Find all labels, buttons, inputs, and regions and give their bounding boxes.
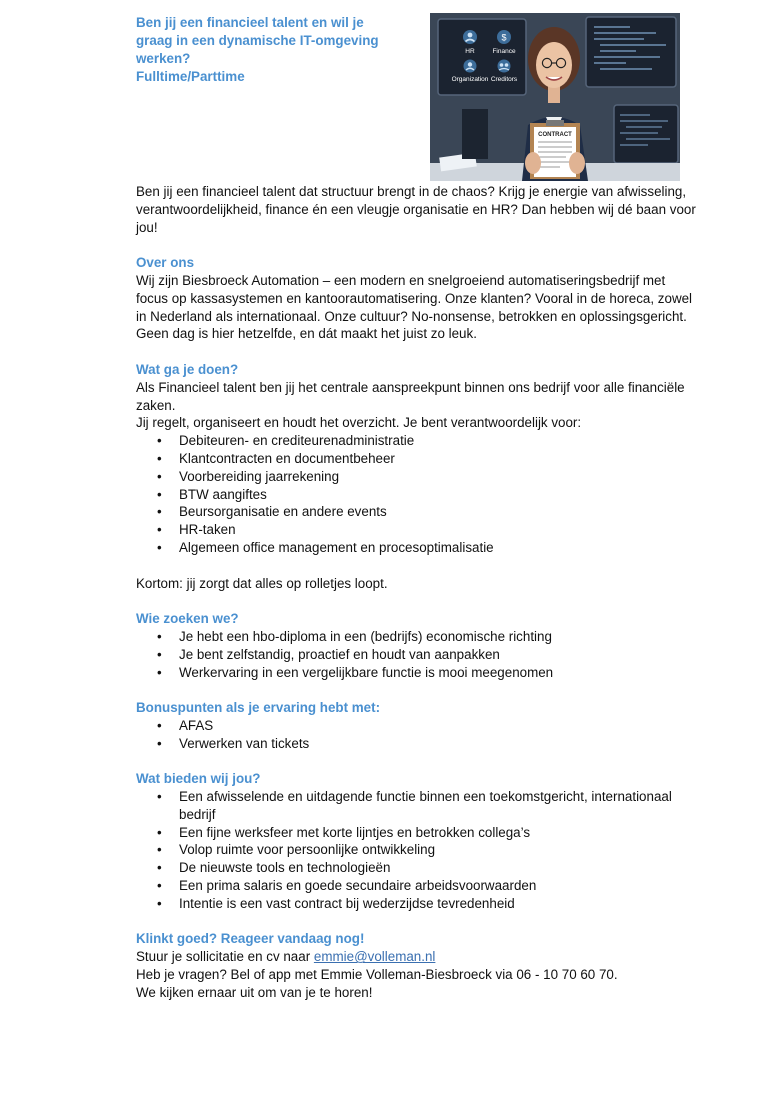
svg-text:$: $: [501, 32, 507, 43]
section-heading-taken: Wat ga je doen?: [136, 361, 239, 377]
finance-icon: [497, 30, 511, 44]
svg-text:CONTRACT: CONTRACT: [538, 132, 572, 138]
creditors-icon-label: Creditors: [490, 76, 518, 83]
document-body: [136, 183, 696, 1002]
list-item: • Je hebt een hbo-diploma in een (bedrijfs) economische richting: [179, 628, 696, 646]
finance-icon-label: Finance: [492, 48, 516, 55]
list-item: • De nieuwste tools en technologieën: [179, 859, 696, 877]
list-item: • HR-taken: [179, 521, 696, 539]
list-item: • Een fijne werksfeer met korte lijntjes en betrokken collega’s: [179, 824, 696, 842]
closing-line: We kijken ernaar uit om van je te horen!: [136, 984, 373, 1000]
wie-list: [136, 628, 696, 681]
list-item: • Algemeen office management en procesoptimalisatie: [179, 539, 696, 557]
taken-paragraph-2: Jij regelt, organiseert en houdt het overzicht. Je bent verantwoordelijk voor:: [136, 415, 582, 431]
list-item: • Beursorganisatie en andere events: [179, 503, 696, 521]
email-link[interactable]: emmie@volleman.nl: [313, 949, 436, 965]
list-item: • AFAS: [179, 717, 696, 735]
section-heading-over-ons: Over ons: [136, 255, 195, 271]
organization-icon: [464, 60, 477, 73]
list-item: • Debiteuren- en crediteurenadministratie: [179, 432, 696, 450]
bieden-list: [136, 788, 696, 913]
left-monitor: [438, 19, 526, 95]
list-item: • Werkervaring in een vergelijkbare functie is mooi meegenomen: [179, 664, 696, 682]
list-item: • Verwerken van tickets: [179, 735, 696, 753]
taken-list: [136, 432, 696, 557]
taken-paragraph-1: Als Financieel talent ben jij het centrale aanspreekpunt binnen ons bedrijf voor alle financiële zaken.: [136, 379, 685, 413]
hr-icon: [463, 30, 477, 44]
section-heading-contact: Klinkt goed? Reageer vandaag nog!: [136, 931, 365, 947]
section-heading-bieden: Wat bieden wij jou?: [136, 771, 261, 787]
list-item: • BTW aangiftes: [179, 486, 696, 504]
header-line-2: graag in een dynamische IT-omgeving: [136, 33, 379, 48]
list-item: • Een afwisselende en uitdagende functie binnen een toekomstgericht, internationaal bedrijf: [179, 788, 696, 824]
organization-icon-label: Organization: [451, 76, 489, 83]
kortom-paragraph: Kortom: jij zorgt dat alles op rolletjes loopt.: [136, 575, 388, 591]
hero-image: [430, 13, 680, 181]
list-item: • Een prima salaris en goede secundaire arbeidsvoorwaarden: [179, 877, 696, 895]
job-title-header: [136, 14, 406, 86]
apply-line: [136, 948, 696, 966]
creditors-icon: [498, 60, 511, 73]
list-item: • Je bent zelfstandig, proactief en houdt van aanpakken: [179, 646, 696, 664]
header-line-4: Fulltime/Parttime: [136, 69, 245, 84]
list-item: • Klantcontracten en documentbeheer: [179, 450, 696, 468]
list-item: • Voorbereiding jaarrekening: [179, 468, 696, 486]
apply-prefix: Stuur je sollicitatie en cv naar: [136, 949, 314, 965]
bonus-list: [136, 717, 696, 753]
list-item: • Intentie is een vast contract bij wederzijdse tevredenheid: [179, 895, 696, 913]
section-heading-bonus: Bonuspunten als je ervaring hebt met:: [136, 700, 381, 716]
binders: [462, 109, 488, 159]
header-line-3: werken?: [136, 51, 191, 66]
list-item: • Volop ruimte voor persoonlijke ontwikkeling: [179, 841, 696, 859]
hero-illustration: [430, 13, 680, 181]
header-line-1: Ben jij een financieel talent en wil je: [136, 15, 364, 30]
section-heading-wie: Wie zoeken we?: [136, 611, 239, 627]
over-ons-paragraph: Wij zijn Biesbroeck Automation – een modern en snelgroeiend automatiseringsbedrijf met focus op kassasystemen en kantoorautomatisering. Onze klanten? Vooral in de horeca, zowel in Nederland als internationaal. Onze cultuur? No-nonsense, betrokken en oplossingsgericht. Geen dag is hier hetzelfde, en dát maakt het juist zo leuk.: [136, 272, 693, 342]
questions-line: Heb je vragen? Bel of app met Emmie Volleman-Biesbroeck via 06 - 10 70 60 70.: [136, 967, 618, 983]
hr-icon-label: HR: [465, 48, 475, 55]
intro-paragraph: Ben jij een financieel talent dat structuur brengt in de chaos? Krijg je energie van afwisseling, verantwoordelijkheid, finance én een vleugje organisatie en HR? Dan hebben wij dé baan voor jou!: [136, 184, 696, 235]
right-monitor-bottom: [614, 105, 678, 163]
